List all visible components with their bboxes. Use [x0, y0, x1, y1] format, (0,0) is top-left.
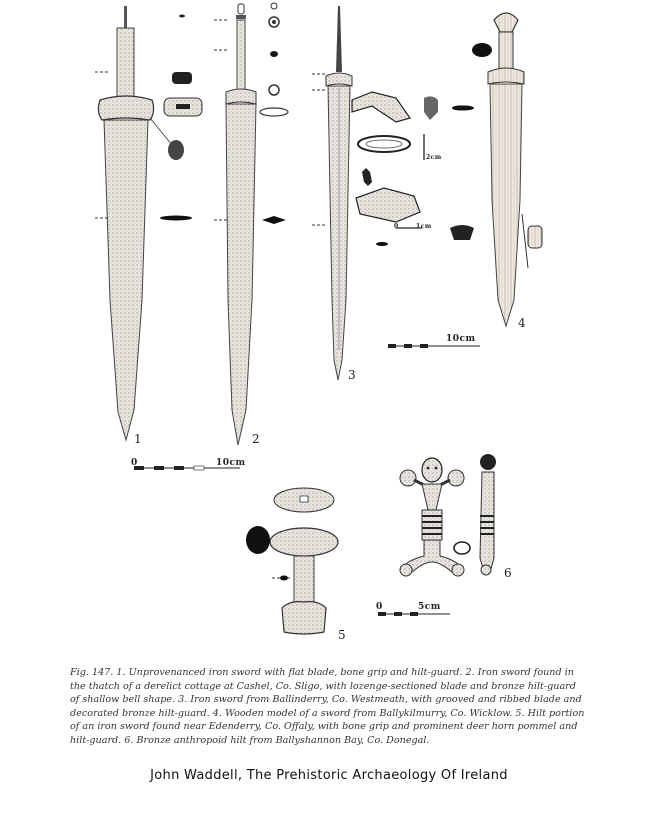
- figure-label-4: 4: [518, 316, 526, 330]
- small-scale-zero: 0: [394, 223, 399, 230]
- sword-1-drawing: [95, 6, 202, 440]
- figure-label-1: 1: [134, 432, 142, 446]
- figure-label-6: 6: [504, 566, 512, 580]
- small-scale-1cm: 1cm: [416, 223, 432, 230]
- figure-caption: Fig. 147. 1. Unprovenanced iron sword with flat blade, bone grip and hilt-guard. 2. Iron sword found in the thatch of a derelict cottage at Cashel, Co. Sligo, with lozenge-sectioned blade and bronze hilt-guard of shallow bell shape. 3. Iron sword from Ballinderry, Co. Westmeath, with grooved and ribbed blade and decorated bronze hilt-guard. 4. Wooden model of a sword from Ballykilmurry, Co. Wicklow. 5. Hilt portion of an iron sword found near Edenderry, Co. Offaly, with bone grip and prominent deer horn pommel and hilt-guard. 6. Bronze anthropoid hilt from Ballyshannon Bay, Co. Donegal.: [70, 667, 585, 746]
- scale-c-label: 5cm: [418, 602, 441, 612]
- figure-label-5: 5: [338, 628, 346, 642]
- hilt-6-drawing: [400, 454, 496, 576]
- figure-label-3: 3: [348, 368, 356, 382]
- scale-a-label: 10cm: [216, 458, 246, 468]
- scale-c-zero: 0: [376, 602, 383, 612]
- sword-3-drawing: [312, 6, 474, 380]
- figure-label-2: 2: [252, 432, 260, 446]
- scale-bar-b: [388, 344, 480, 348]
- scale-a-zero: 0: [131, 458, 138, 468]
- scale-bar-c: [378, 612, 450, 616]
- small-scale-2cm: 2cm: [426, 154, 442, 161]
- scale-b-label: 10cm: [446, 334, 476, 344]
- book-citation: John Waddell, The Prehistoric Archaeology Of Ireland: [150, 768, 508, 783]
- hilt-5-drawing: [246, 488, 338, 634]
- sword-2-drawing: [214, 3, 288, 445]
- sword-4-drawing: [450, 13, 542, 326]
